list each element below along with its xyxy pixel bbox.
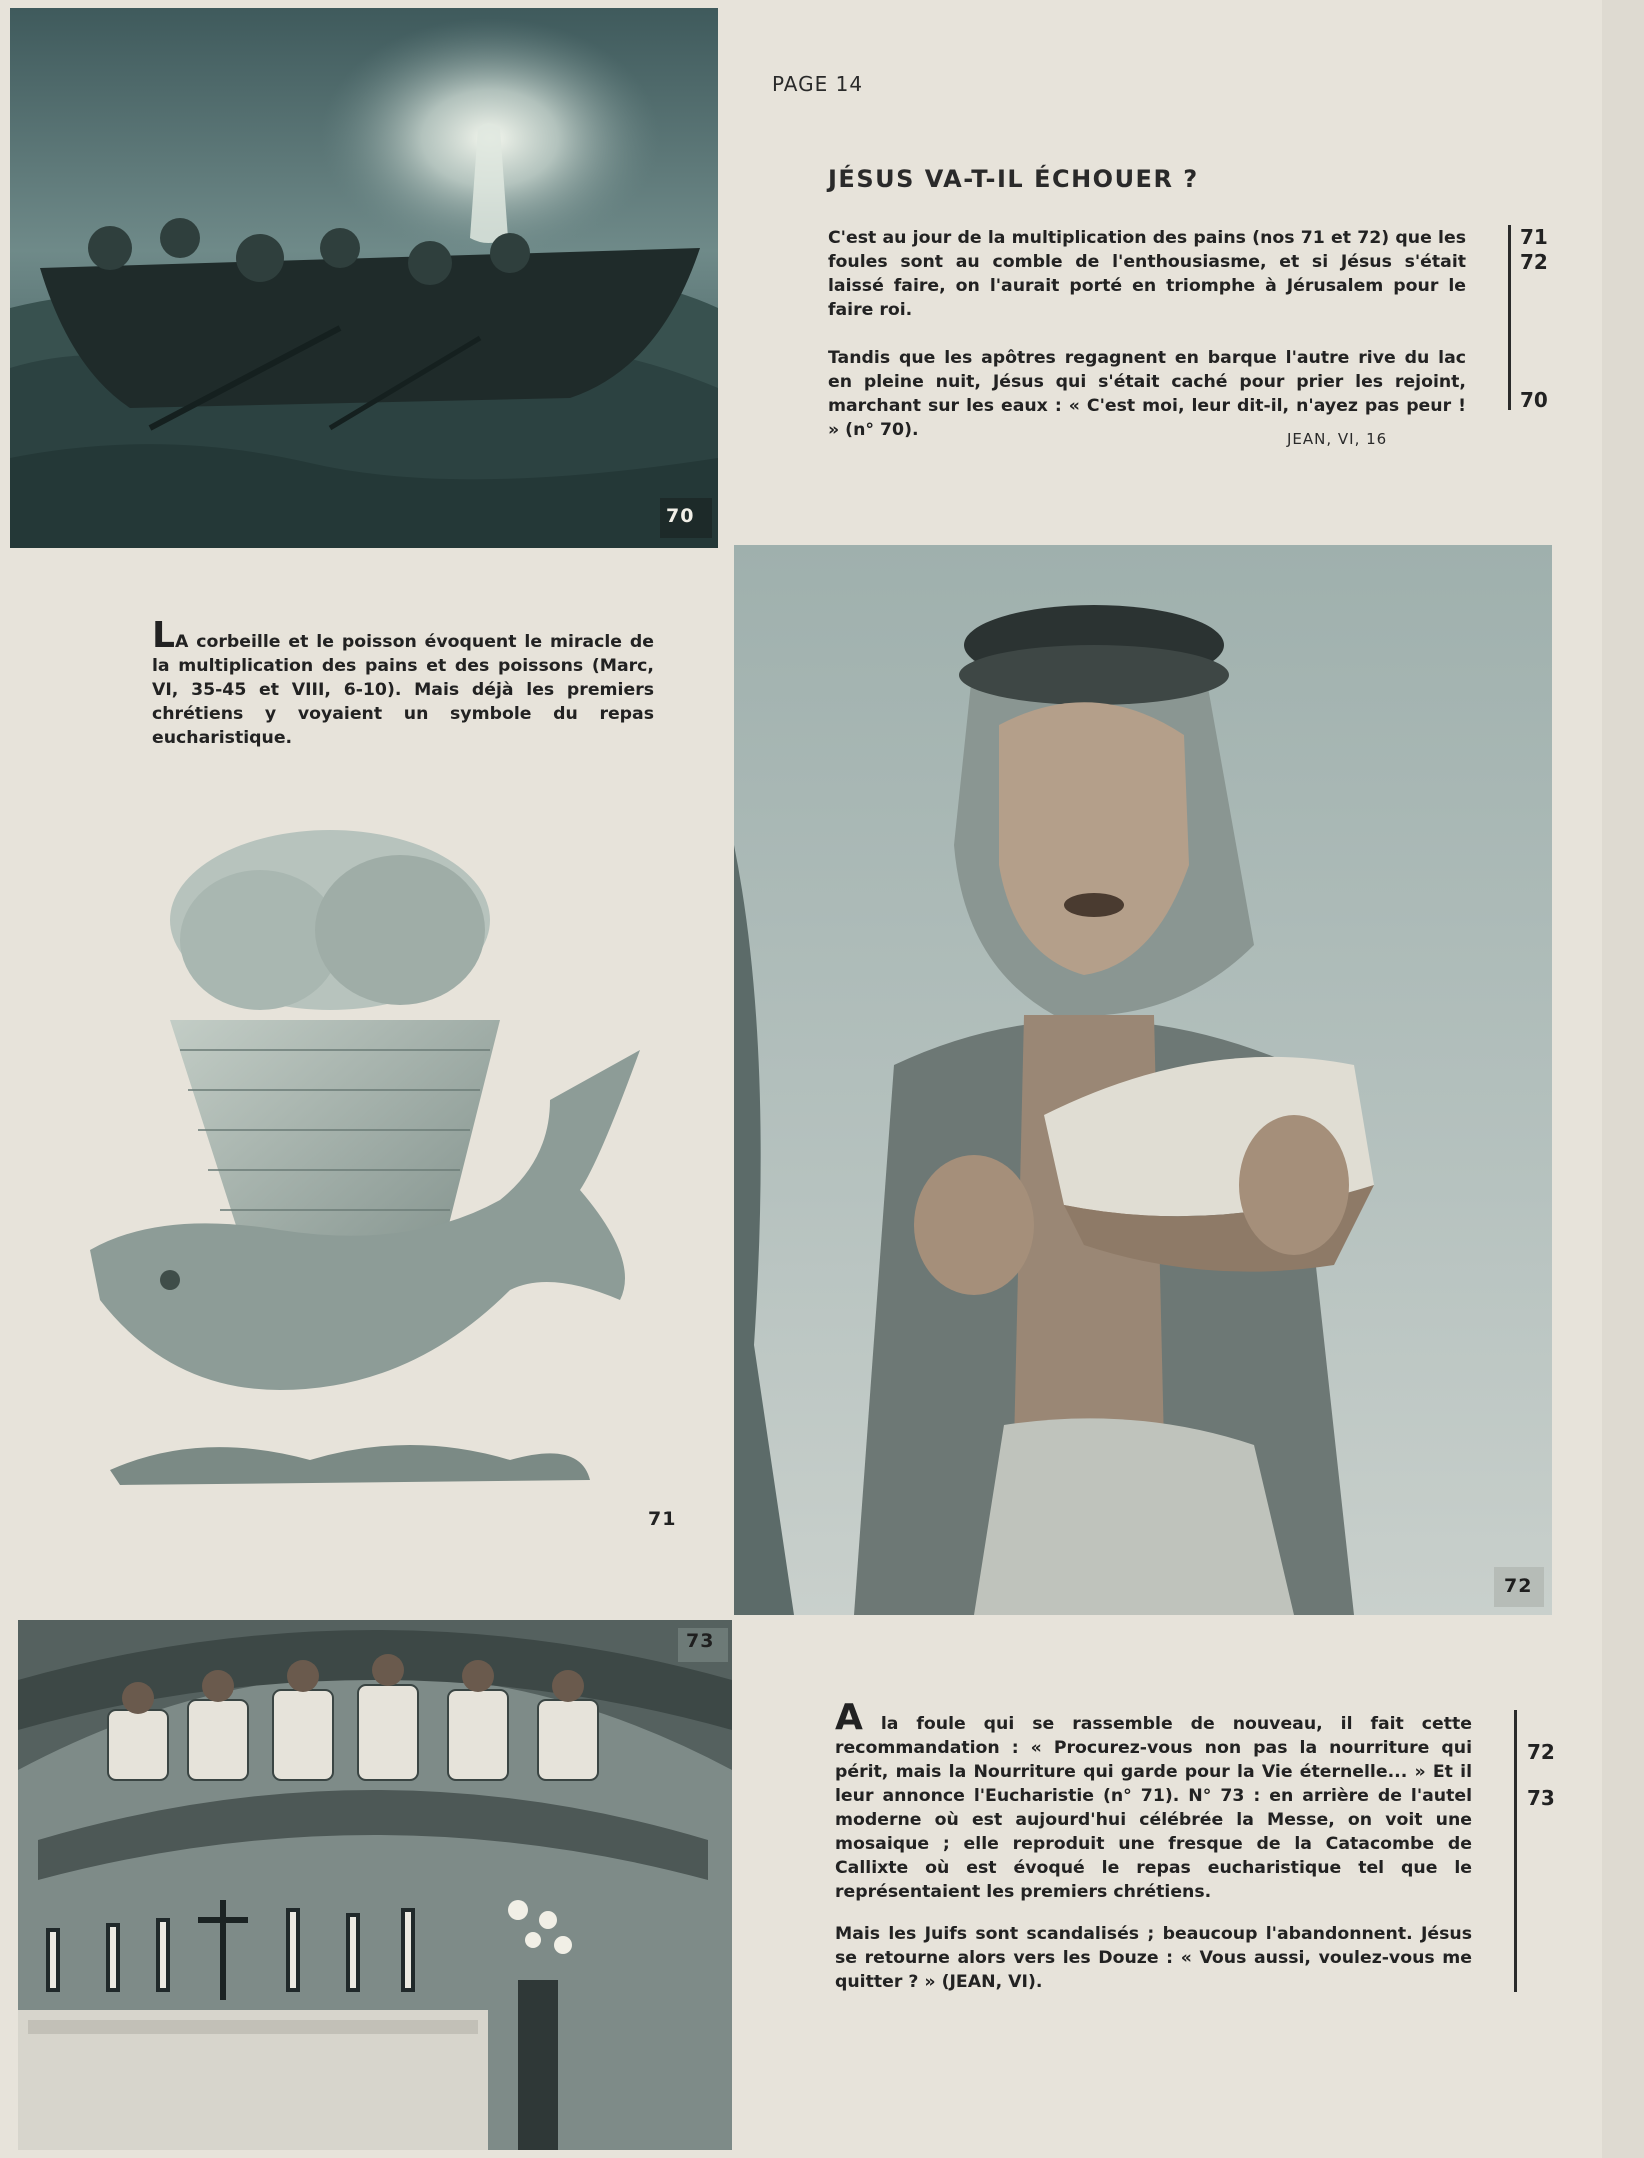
closing-dropcap: A — [835, 1697, 863, 1738]
basket-caption — [152, 615, 654, 750]
margin-rule-bottom — [1514, 1710, 1517, 1992]
margin-number-72-bottom: 72 — [1527, 1740, 1555, 1764]
closing-paragraph-1 — [835, 1697, 1472, 1904]
photo-boy-bread — [734, 545, 1552, 1615]
photo-number-71: 71 — [648, 1508, 677, 1530]
closing-paragraph-1-text: la foule qui se rassemble de nouveau, il fait cette recommandation : « Procurez-vous non pas la nourriture qui périt, mais la Nourriture qui garde pour la Vie éternelle... » Et il leur annonce l'Eucharistie (n° 71). N° 73 : en arrière de l'autel moderne où est aujourd'hui célébrée la Messe, on voit une mosaique ; elle reproduit une fresque de la Catacombe de Callixte où est évoqué le repas eucharistique tel que le représentaient les premiers chrétiens. — [835, 1714, 1472, 1902]
margin-number-70: 70 — [1520, 388, 1548, 412]
intro-paragraph-2: Tandis que les apôtres regagnent en barque l'autre rive du lac en pleine nuit, Jésus qui s'était caché pour prier les rejoint, marchant sur les eaux : « C'est moi, leur dit-il, n'ayez pas peur ! » (n° 70). — [828, 348, 1466, 440]
closing-paragraph-2: Mais les Juifs sont scandalisés ; beaucoup l'abandonnent. Jésus se retourne alors vers les Douze : « Vous aussi, voulez-vous me quitter ? » (JEAN, VI). — [835, 1924, 1472, 1992]
photo-mosaic-altar — [18, 1620, 732, 2150]
photo-boat-storm — [10, 8, 718, 548]
page-title: JÉSUS VA-T-IL ÉCHOUER ? — [828, 165, 1199, 193]
margin-number-73: 73 — [1527, 1786, 1555, 1810]
page-edge — [1602, 0, 1644, 2158]
photo-number-72: 72 — [1504, 1575, 1533, 1597]
photo-number-73: 73 — [686, 1630, 715, 1652]
margin-rule-top — [1508, 225, 1511, 410]
photo-number-70: 70 — [666, 505, 695, 527]
basket-caption-text: A corbeille et le poisson évoquent le miracle de la multiplication des pains et des poissons (Marc, VI, 35-45 et VIII, 6-10). Mais déjà les premiers chrétiens y voyaient un symbole du repas eucharistique. — [152, 632, 654, 748]
margin-number-72: 72 — [1520, 250, 1548, 274]
intro-reference: JEAN, VI, 16 — [1287, 430, 1388, 448]
page-label: PAGE 14 — [772, 72, 864, 96]
intro-paragraph-1: C'est au jour de la multiplication des pains (nos 71 et 72) que les foules sont au comble de l'enthousiasme, et si Jésus s'était laissé faire, on l'aurait porté en triomphe à Jérusalem pour le faire roi. — [828, 228, 1466, 320]
basket-caption-dropcap: L — [152, 615, 175, 656]
margin-number-71: 71 — [1520, 225, 1548, 249]
photo-basket-fish — [80, 830, 700, 1530]
